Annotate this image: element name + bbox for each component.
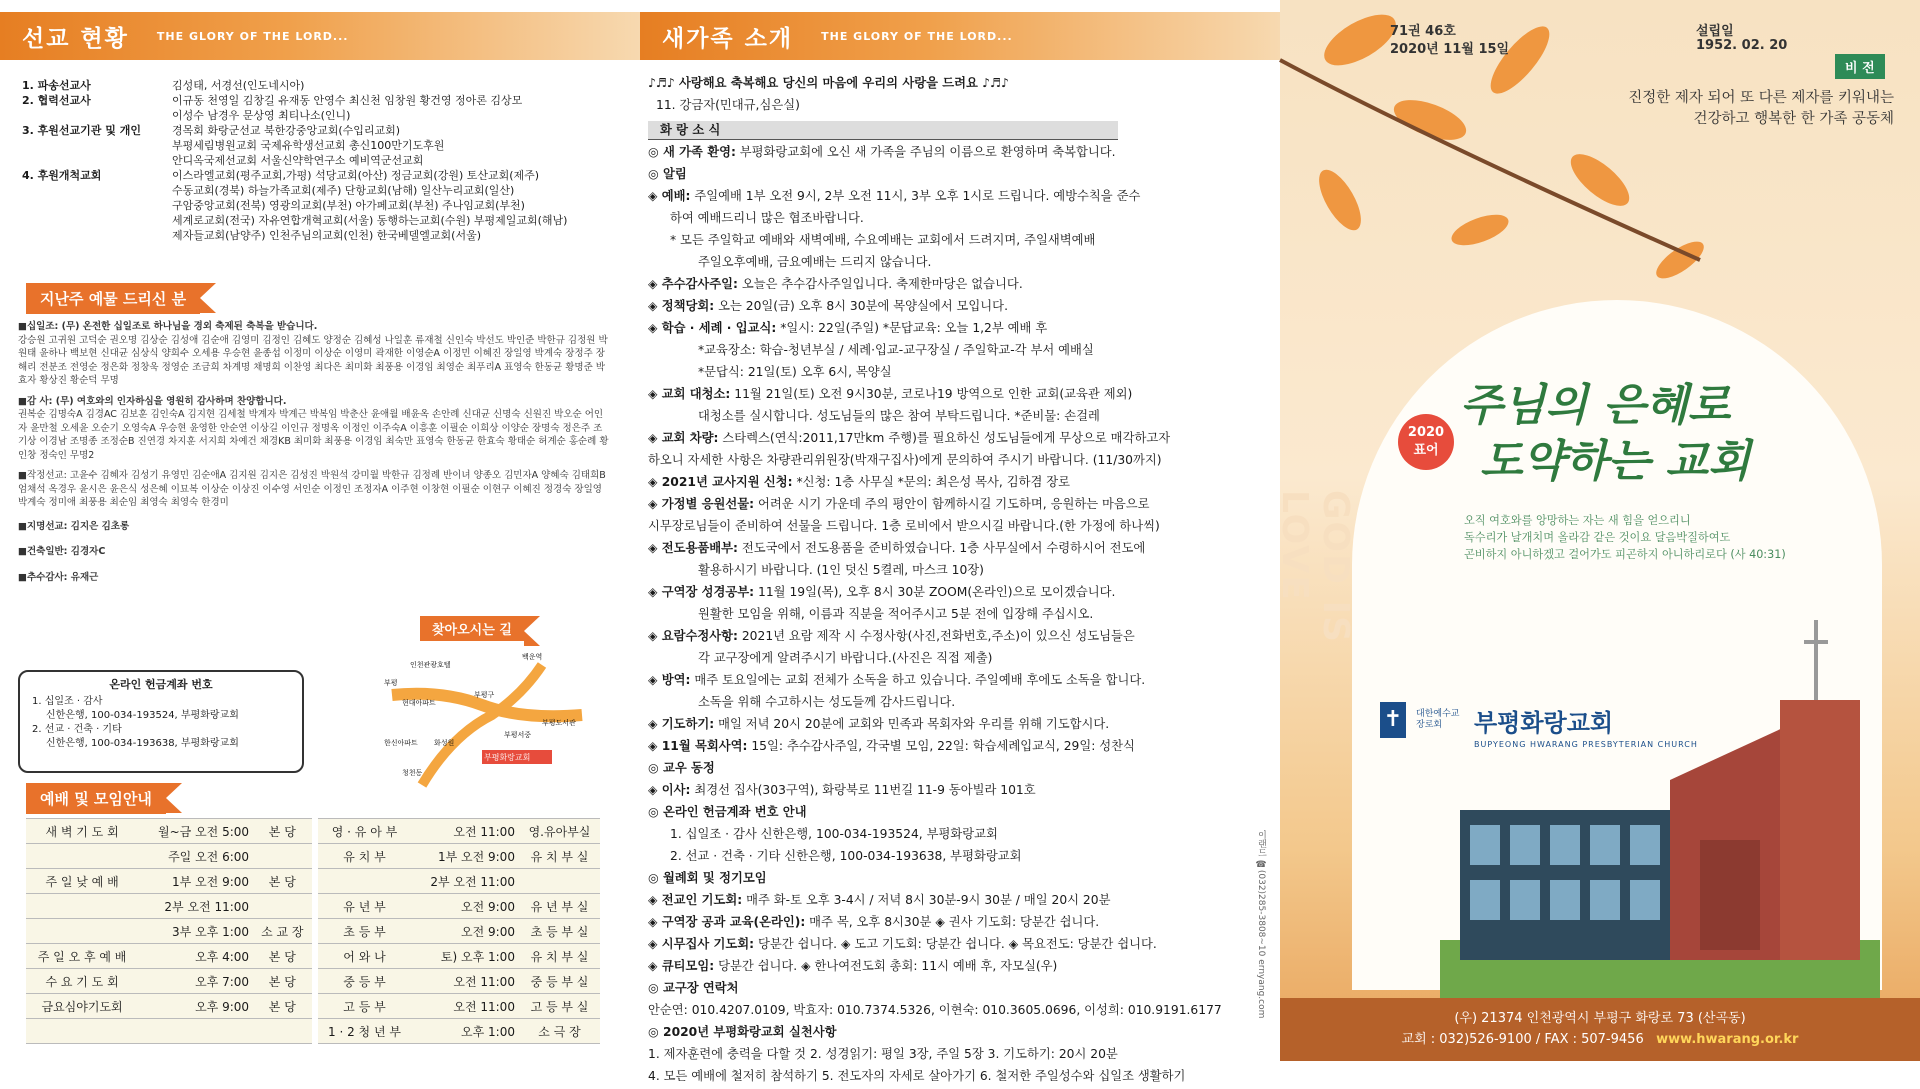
god-is-love-text: GOD IS LOVE — [1274, 490, 1356, 644]
mission-value: 구암중앙교회(전북) 영광의교회(부천) 아가페교회(부천) 주나임교회(부천) — [172, 199, 525, 212]
news-item-text: *문답식: 21일(토) 오후 6시, 목양실 — [698, 365, 892, 379]
news-item — [648, 319, 1258, 337]
offer-line: ■지명선교: 김지은 김초롱 — [18, 520, 130, 532]
mission-value: 이스라엘교회(평주교회,가평) 석당교회(아산) 정금교회(강원) 토산교회(제주) — [172, 169, 540, 182]
schedule-cell: 고 등 부 실 — [519, 994, 600, 1019]
year-badge-label: 표어 — [1413, 443, 1439, 458]
news-item-text: 각 교구장에게 알려주시기 바랍니다.(사진은 직접 제출) — [698, 651, 993, 665]
news-item — [648, 385, 1258, 403]
news-item — [648, 561, 1258, 579]
news-item — [648, 407, 1258, 425]
offer-tag: 지난주 예물 드리신 분 — [26, 283, 200, 314]
schedule-cell — [138, 1019, 253, 1044]
news-item — [648, 1067, 1258, 1085]
news-item — [648, 143, 1258, 161]
sched-tag: 예배 및 모임안내 — [26, 783, 166, 814]
news-item-heading: ◈ 시무집사 기도회: — [648, 937, 755, 951]
news-item — [648, 495, 1258, 513]
map-road — [422, 665, 542, 785]
mission-header-title: 선교 현황 — [22, 25, 129, 52]
slogan-line: 도약하는 교회 — [1480, 436, 1751, 487]
schedule-cell: 금요심야기도회 — [26, 994, 138, 1019]
news-item-text: * 모든 주일학교 예배와 새벽예배, 수요예배는 교회에서 드려지며, 주일새벽예배 — [670, 233, 1096, 247]
offer-line: ■건축일반: 김경자C — [18, 546, 106, 557]
schedule-cell: 유 치 부 실 — [519, 844, 600, 869]
news-item — [648, 517, 1258, 535]
news-item-heading: ◎ 알림 — [648, 167, 687, 181]
schedule-cell: 중 등 부 실 — [519, 969, 600, 994]
account-title: 온라인 헌금계좌 번호 — [109, 678, 213, 691]
verse-line: 곤비하지 아니하겠고 걸어가도 피곤하지 아니하리로다 (사 40:31) — [1464, 548, 1786, 561]
mission-value: 김성태, 서경선(인도네시아) — [172, 79, 305, 92]
news-item — [648, 297, 1258, 315]
news-item — [648, 187, 1258, 205]
mission-key: 2. 협력선교사 — [22, 94, 91, 107]
news-item-text: 주일오후예배, 금요예배는 드리지 않습니다. — [698, 255, 932, 269]
news-item — [648, 781, 1258, 799]
schedule-cell — [519, 869, 600, 894]
news-item-text: 15일: 추수감사주일, 각국별 모임, 22일: 학습세례입교식, 29일: 성찬식 — [747, 739, 1135, 753]
news-item-heading: ◈ 큐티모임: — [648, 959, 715, 973]
news-item — [648, 715, 1258, 733]
news-item — [648, 671, 1258, 689]
news-item — [648, 253, 1258, 271]
denomination: 대한예수교 장로회 — [1416, 709, 1460, 730]
news-item-text: 대청소를 실시합니다. 성도님들의 많은 참여 부탁드립니다. *준비물: 손걸레 — [698, 409, 1100, 423]
map-label: 청천동 — [402, 769, 423, 777]
schedule-row — [26, 919, 600, 944]
account-line: 1. 십일조 · 감사 — [32, 696, 103, 707]
news-item-text: 매주 목, 오후 8시30분 ◈ 권사 기도회: 당분간 쉽니다. — [805, 915, 1100, 929]
schedule-cell: 오후 9:00 — [138, 994, 253, 1019]
church-name-korean: 부평화랑교회 — [1474, 708, 1614, 737]
schedule-cell: 월~금 오전 5:00 — [138, 819, 253, 844]
news-item — [648, 1045, 1258, 1063]
news-item-text: *일시: 22일(주일) *문답교육: 오늘 1,2부 예배 후 — [776, 321, 1048, 335]
mission-value: 부평세림병원교회 국제유학생선교회 총신100만기도후원 — [172, 139, 445, 152]
schedule-cell — [318, 869, 412, 894]
schedule-row — [26, 994, 600, 1019]
schedule-cell: 본 당 — [253, 944, 312, 969]
mission-header-sub: THE GLORY OF THE LORD... — [156, 29, 349, 43]
news-item-heading: ◈ 2021년 교사지원 신청: — [648, 475, 793, 489]
account-box — [18, 670, 304, 773]
offer-names: 강승원 고귀원 고덕순 권오명 김상순 김성애 김순애 김영미 김정인 김혜도 양정순 김혜성 나일훈 류재철 신인숙 박선도 박인준 박한규 김정원 박원태 윤하나 백보현 신대균 심상식 양희수 오세용 우승현 윤종섭 이정미 이상순 이영미 곽재한 이영순A 이정민 이혜진 장일영 박계숙 장정주 장해리 전분조 전영순 정은화 정창욱 정영순 조금희 차계명 채명희 이찬영 최다은 최미화 최풍용 이경임 최영순 최푸리A 표영숙 한동균 황명준 박효자 황상진 황순덕 무명 — [18, 334, 608, 386]
schedule-cell — [26, 1019, 138, 1044]
phone: 교회 : 032)526-9100 / FAX : 507-9456 — [1401, 1032, 1644, 1047]
mission-key: 3. 후원선교기관 및 개인 — [22, 124, 141, 137]
news-item-text: 활용하시기 바랍니다. (1인 덧신 5켤레, 마스크 10장) — [698, 563, 984, 577]
motto-line: 건강하고 행복한 한 가족 공동체 — [1693, 111, 1894, 127]
map-label: 부평도서관 — [542, 719, 576, 727]
schedule-cell: 수 요 기 도 회 — [26, 969, 138, 994]
autumn-leaves — [1280, 0, 1920, 320]
news-item-text: 2021년 요람 제작 시 수정사항(사진,전화번호,주소)이 있으신 성도님들은 — [737, 629, 1135, 643]
website-link[interactable]: www.hwarang.or.kr — [1656, 1032, 1799, 1047]
map-label: 화성원 — [434, 739, 455, 747]
church-building-illustration — [1440, 640, 1880, 1000]
news-item-text: 2. 선교 · 건축 · 기타 신한은행, 100-034-193638, 부평화랑교회 — [670, 849, 1022, 863]
news-item-text: 4. 모든 예배에 철저히 참석하기 5. 전도자의 자세로 살아가기 6. 철저한 주일성수와 십일조 생활하기 — [648, 1069, 1186, 1083]
schedule-cell: 본 당 — [253, 819, 312, 844]
news-item — [648, 1001, 1258, 1019]
news-item — [648, 759, 1258, 777]
news-item-heading: ◈ 교회 대청소: — [648, 387, 731, 401]
offer-heading: ■십일조: (무) 온전한 십일조로 하나님을 경외 축제된 축복을 받습니다. — [18, 321, 318, 332]
news-item-heading: ◈ 추수감사주일: — [648, 277, 738, 291]
news-item-text: 오늘은 추수감사주일입니다. 축제한마당은 없습니다. — [737, 277, 1023, 291]
offer-line: ■추수감사: 유재근 — [18, 571, 99, 583]
printer-credit: 이랜드 ☎(032)285-3808~10 ernyang.com — [1256, 830, 1266, 1019]
mission-value: 경목회 화랑군선교 북한강중앙교회(수입리교회) — [172, 124, 401, 137]
mission-value: 이규동 천영일 김창길 유재동 안영수 최신천 임창원 황건영 정아론 김상모 — [172, 94, 523, 107]
schedule-cell — [253, 1019, 312, 1044]
schedule-cell: 소 교 장 — [253, 919, 312, 944]
news-item-text: 어려운 시기 가운데 주의 평안이 함께하시길 기도하며, 응원하는 마음으로 — [754, 497, 1150, 511]
news-item — [648, 451, 1258, 469]
news-item — [648, 605, 1258, 623]
schedule-cell: 1부 오전 9:00 — [411, 844, 519, 869]
schedule-cell: 오전 9:00 — [411, 894, 519, 919]
news-item-heading: ◎ 월례회 및 정기모임 — [648, 871, 767, 885]
news-item — [648, 825, 1258, 843]
schedule-cell — [253, 894, 312, 919]
news-item-heading: ◈ 전도용품배부: — [648, 541, 738, 555]
news-item — [648, 957, 1258, 975]
schedule-cell — [26, 844, 138, 869]
schedule-cell: 오전 11:00 — [411, 819, 519, 844]
schedule-cell: 영 · 유 아 부 — [318, 819, 412, 844]
schedule-row — [26, 969, 600, 994]
founded-date: 1952. 02. 20 — [1696, 38, 1788, 53]
schedule-cell: 주 일 오 후 예 배 — [26, 944, 138, 969]
volume: 71권 46호 — [1390, 24, 1456, 39]
news-item — [648, 869, 1258, 887]
schedule-cell: 초 등 부 실 — [519, 919, 600, 944]
address: (우) 21374 인천광역시 부평구 화랑로 73 (산곡동) — [1454, 1011, 1746, 1026]
schedule-cell: 2부 오전 11:00 — [411, 869, 519, 894]
news-item-heading: ◈ 학습 · 세례 · 입교식: — [648, 321, 777, 335]
left-panel — [0, 0, 640, 1061]
news-item — [648, 341, 1258, 359]
map-label: 부평 — [384, 679, 398, 687]
map-label: 인천관광호텔 — [410, 661, 451, 669]
news-item — [648, 935, 1258, 953]
motto — [1628, 88, 1894, 130]
mission-header — [0, 12, 640, 60]
news-item — [648, 165, 1258, 183]
news-item — [648, 429, 1258, 447]
news-item — [648, 1023, 1258, 1041]
offer-names: ■작정선교: 고윤수 김혜자 김성기 유영민 김순애A 김지원 김지은 김성진 박원석 강미월 박한규 김정례 반이녀 양종오 김민자A 양혜숙 김태희B 엄채석 옥경우 윤시은 윤은식 성은혜 이묘복 이상순 이상진 이수영 서인순 이정인 조정자A 이주현 이창현 이필순 이현구 이혜진 정경숙 장일영 박계숙 정미애 최풍용 최순임 최영숙 최영숙 한경미 — [18, 470, 606, 508]
news-item-heading: ◎ 교우 동정 — [648, 761, 715, 775]
schedule-cell: 새 벽 기 도 회 — [26, 819, 138, 844]
news-item — [648, 847, 1258, 865]
map-label: 부평구 — [474, 691, 495, 699]
news-item-text: 시무장로님들이 준비하여 선물을 드립니다. 1층 로비에서 받으시길 바랍니다.(한 가정에 하나씩) — [648, 519, 1160, 533]
mission-value: 세계로교회(전국) 자유연합개혁교회(서울) 동행하는교회(수원) 부평제일교회(해남) — [172, 214, 568, 227]
mission-value: 제자들교회(남양주) 인천주님의교회(인천) 한국베델엘교회(서울) — [172, 229, 482, 242]
news-item-text: 전도국에서 전도용품을 준비하였습니다. 1층 사무실에서 수령하시어 전도에 — [737, 541, 1146, 555]
news-item — [648, 627, 1258, 645]
mission-value: 이성수 남경우 문상영 최티나소(인니) — [172, 109, 351, 122]
news-item-text: 오는 20일(금) 오후 8시 30분에 목양실에서 모입니다. — [714, 299, 1008, 313]
news-item-text: 11월 21일(토) 오전 9시30분, 코로나19 방역으로 인한 교회(교육관 제외) — [730, 387, 1133, 401]
schedule-cell: 초 등 부 — [318, 919, 412, 944]
schedule-cell: 오전 11:00 — [411, 994, 519, 1019]
verse-line: 오직 여호와를 앙망하는 자는 새 힘을 얻으리니 — [1464, 514, 1691, 527]
schedule-row — [26, 844, 600, 869]
news-item — [648, 891, 1258, 909]
mission-list — [22, 78, 622, 243]
news-item-text: 스타렉스(연식:2011,17만km 주행)를 필요하신 성도님들에게 무상으로 매각하고자 — [718, 431, 1171, 445]
schedule-cell: 본 당 — [253, 994, 312, 1019]
news-item — [648, 539, 1258, 557]
church-name — [1380, 702, 1880, 749]
news-item-heading: ◈ 구역장 공과 교육(온라인): — [648, 915, 806, 929]
song-line: ♪♬♪ 사랑해요 축복해요 당신의 마음에 우리의 사랑을 드려요 ♪♬♪ — [648, 76, 1009, 90]
schedule-cell: 오후 1:00 — [411, 1019, 519, 1044]
map-label: 부평서중 — [504, 731, 532, 739]
schedule-cell: 1 · 2 청 년 부 — [318, 1019, 412, 1044]
newcomer-name: 11. 강금자(민대규,심은실) — [656, 98, 800, 112]
news-item-heading: ◈ 구역장 성경공부: — [648, 585, 755, 599]
schedule-cell: 본 당 — [253, 969, 312, 994]
location-map — [382, 645, 588, 810]
news-item-text: *신청: 1층 사무실 *문의: 최은성 목사, 김하겸 장로 — [792, 475, 1071, 489]
news-band: 화 랑 소 식 — [648, 121, 1118, 140]
issue-date: 2020년 11월 15일 — [1390, 42, 1510, 57]
news-item — [648, 275, 1258, 293]
mission-key: 4. 후원개척교회 — [22, 169, 102, 182]
schedule-cell: 소 극 장 — [519, 1019, 600, 1044]
schedule-cell: 2부 오전 11:00 — [138, 894, 253, 919]
schedule-row — [26, 819, 600, 844]
news-item-text: 하오니 자세한 사항은 차량관리위원장(박재구집사)에게 문의하여 주시기 바랍니다. (11/30까지) — [648, 453, 1162, 467]
news-item-heading: ◎ 2020년 부평화랑교회 실천사항 — [648, 1025, 837, 1039]
news-item-text: 11월 19일(목), 오후 8시 30분 ZOOM(온라인)으로 모이겠습니다. — [754, 585, 1116, 599]
news-item-text: 하여 예배드리니 많은 협조바랍니다. — [670, 211, 864, 225]
church-name-english: BUPYEONG HWARANG PRESBYTERIAN CHURCH — [1474, 740, 1698, 749]
news-item-heading: ◈ 예배: — [648, 189, 691, 203]
news-item-text: 당분간 쉽니다. ◈ 한나여전도회 총회: 11시 예배 후, 자모실(우) — [714, 959, 1058, 973]
cover-footer — [1280, 998, 1920, 1061]
mission-value: 안디옥국제선교회 서울신약학연구소 예비역군선교회 — [172, 154, 424, 167]
news-item-heading: ◎ 새 가족 환영: — [648, 145, 736, 159]
map-label: 부평화랑교회 — [484, 753, 531, 762]
map-tag: 찾아오시는 길 — [420, 616, 524, 641]
news-item-text: 안순연: 010.4207.0109, 박효자: 010.7374.5326, 이현숙: 010.3605.0696, 이성희: 010.9191.6177 — [648, 1003, 1222, 1017]
news-item-heading: ◈ 11월 목회사역: — [648, 739, 748, 753]
schedule-cell — [253, 844, 312, 869]
news-item — [648, 231, 1258, 249]
news-item-text: 매주 화-토 오후 3-4시 / 저녁 8시 30분-9시 30분 / 매일 20시 20분 — [742, 893, 1111, 907]
newcomer-header-title: 새가족 소개 — [662, 25, 794, 52]
news-item — [648, 473, 1258, 491]
year-badge — [1398, 414, 1454, 470]
schedule-cell: 주일 오전 6:00 — [138, 844, 253, 869]
map-label: 한신아파트 — [384, 739, 418, 747]
map-label: 백운역 — [522, 653, 543, 661]
news-item-text: 1. 제자훈련에 충력을 다할 것 2. 성경읽기: 평일 3장, 주일 5장 3. 기도하기: 20시 20분 — [648, 1047, 1118, 1061]
verse-line: 독수리가 날개치며 올라감 같은 것이요 달음박질하여도 — [1464, 531, 1731, 544]
news-item-heading: ◈ 요람수정사항: — [648, 629, 738, 643]
news-item-heading: ◈ 가정별 응원선물: — [648, 497, 755, 511]
news-item-text: 매일 저녁 20시 20분에 교회와 민족과 목회자와 우리를 위해 기도합시다. — [714, 717, 1110, 731]
account-line: 2. 선교 · 건축 · 기타 — [32, 724, 122, 735]
account-line: 신한은행, 100-034-193638, 부평화랑교회 — [46, 738, 239, 749]
news-item-text: 1. 십일조 · 감사 신한은행, 100-034-193524, 부평화랑교회 — [670, 827, 998, 841]
newcomer-header — [640, 12, 1280, 60]
offer-list — [18, 320, 610, 591]
news-item-heading: ◈ 전교인 기도회: — [648, 893, 743, 907]
map-label: 현대아파트 — [402, 699, 436, 707]
schedule-cell: 토) 오후 1:00 — [411, 944, 519, 969]
news-item-heading: ◈ 방역: — [648, 673, 691, 687]
schedule-cell: 고 등 부 — [318, 994, 412, 1019]
schedule-cell — [26, 894, 138, 919]
news-item — [648, 363, 1258, 381]
schedule-cell: 본 당 — [253, 869, 312, 894]
schedule-cell: 1부 오전 9:00 — [138, 869, 253, 894]
schedule-cell: 유 년 부 — [318, 894, 412, 919]
bible-verse — [1464, 512, 1786, 563]
schedule-cell: 영.유아부실 — [519, 819, 600, 844]
schedule-cell: 주 일 낮 예 배 — [26, 869, 138, 894]
news-item — [648, 209, 1258, 227]
schedule-row — [26, 869, 600, 894]
schedule-cell: 중 등 부 — [318, 969, 412, 994]
vision-badge: 비 전 — [1835, 54, 1885, 79]
offer-heading: ■감 사: (무) 여호와의 인자하심을 영원히 감사하며 찬양합니다. — [18, 395, 287, 407]
news-item-heading: ◎ 온라인 헌금계좌 번호 안내 — [648, 805, 807, 819]
news-item-heading: ◈ 기도하기: — [648, 717, 715, 731]
news-item — [648, 913, 1258, 931]
schedule-row — [26, 944, 600, 969]
account-line: 신한은행, 100-034-193524, 부평화랑교회 — [46, 710, 239, 721]
offer-names: 권복순 김명숙A 김경AC 김보훈 김인숙A 김지현 김세철 박계자 박계근 박복임 박춘산 윤애월 배윤옥 손안례 신대균 신명숙 신원진 박오순 어인자 윤만철 오세윤 오순기 오영숙A 우승현 윤영한 안순연 이상길 이인규 정명옥 이정인 이주숙A 이흥훈 이필순 이희상 이양순 장명숙 정은주 조기상 이경남 조명종 조정순B 진연경 차지훈 서지희 차예건 채경KB 최미화 최풍용 이경임 최숙만 표영숙 한동균 한효숙 황태순 허계순 홍순례 황인창 정숙인 무명2 — [18, 409, 609, 461]
slogan-line: 주님의 은혜로 — [1460, 380, 1731, 431]
mission-value: 수동교회(경북) 하늘가족교회(제주) 단항교회(남해) 일산누리교회(일산) — [172, 184, 515, 197]
news-item-text: 주일예배 1부 오전 9시, 2부 오전 11시, 3부 오후 1시로 드립니다. 예방수칙을 준수 — [690, 189, 1141, 203]
news-item — [648, 693, 1258, 711]
schedule-cell: 어 와 나 — [318, 944, 412, 969]
schedule-table — [26, 818, 600, 1044]
schedule-cell: 오전 11:00 — [411, 969, 519, 994]
news-item — [648, 979, 1258, 997]
news-item — [648, 803, 1258, 821]
slogan — [1460, 378, 1750, 490]
schedule-row — [26, 894, 600, 919]
schedule-cell: 유 년 부 실 — [519, 894, 600, 919]
year-badge-year: 2020 — [1407, 425, 1445, 440]
news-item-text: 원활한 모임을 위해, 이름과 직분을 적어주시고 5분 전에 입장해 주십시오. — [698, 607, 1094, 621]
news-item-text: 매주 토요일에는 교회 전체가 소독을 하고 있습니다. 주일예배 후에도 소독을 합니다. — [690, 673, 1146, 687]
news-item-heading: ◈ 이사: — [648, 783, 691, 797]
news-item-text: *교육장소: 학습-청년부실 / 세례·입교-교구장실 / 주일학교-각 부서 예배실 — [698, 343, 1094, 357]
schedule-cell: 오후 4:00 — [138, 944, 253, 969]
schedule-cell — [26, 919, 138, 944]
schedule-cell: 유 치 부 — [318, 844, 412, 869]
news-item-text: 부평화랑교회에 오신 새 가족을 주님의 이름으로 환영하며 축복합니다. — [735, 145, 1116, 159]
news-item-text: 당분간 쉽니다. ◈ 도고 기도회: 당분간 쉽니다. ◈ 목요전도: 당분간 쉽니다. — [754, 937, 1157, 951]
schedule-cell: 오전 9:00 — [411, 919, 519, 944]
news-item-heading: ◈ 정책당회: — [648, 299, 715, 313]
news-item-text: 소독을 위해 수고하시는 성도들께 감사드립니다. — [698, 695, 956, 709]
news-item-heading: ◈ 교회 차량: — [648, 431, 719, 445]
newcomer-header-sub: THE GLORY OF THE LORD... — [821, 29, 1013, 43]
schedule-cell: 오후 7:00 — [138, 969, 253, 994]
news-item-heading: ◎ 교구장 연락처 — [648, 981, 739, 995]
schedule-row — [26, 1019, 600, 1044]
founded-label: 설립일 — [1696, 24, 1734, 39]
motto-line: 진정한 제자 되어 또 다른 제자를 키워내는 — [1628, 90, 1894, 106]
mission-key: 1. 파송선교사 — [22, 79, 91, 92]
news-item — [648, 583, 1258, 601]
news-item-text: 최경선 집사(303구역), 화랑북로 11번길 11-9 동아빌라 101호 — [690, 783, 1036, 797]
cross-logo-icon: ✝ — [1380, 702, 1406, 738]
schedule-cell: 유 치 부 실 — [519, 944, 600, 969]
news-item — [648, 649, 1258, 667]
schedule-cell: 3부 오후 1:00 — [138, 919, 253, 944]
news-list — [648, 74, 1258, 1089]
news-item — [648, 737, 1258, 755]
